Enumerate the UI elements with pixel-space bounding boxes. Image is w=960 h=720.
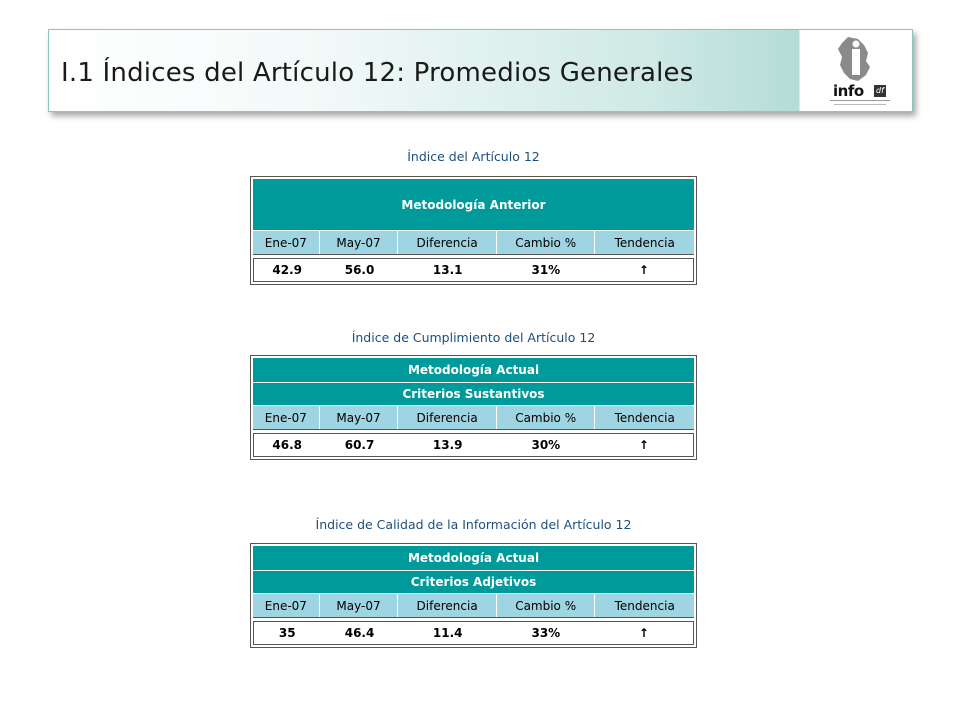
col-tendencia: Tendencia: [614, 235, 675, 250]
map-logo-icon: [828, 35, 884, 85]
column-header-row: [253, 231, 694, 255]
value-diferencia: 11.4: [432, 626, 463, 640]
col-ene-07: Ene-07: [253, 231, 320, 254]
methodology-header: Metodología Anterior: [253, 179, 694, 231]
value-ene-07: 42.9: [272, 263, 302, 277]
col-cambio: Cambio %: [497, 406, 596, 429]
col-tendencia: Tendencia: [614, 410, 675, 425]
col-may-07: May-07: [320, 594, 399, 617]
col-cambio: Cambio %: [497, 594, 596, 617]
table-2: [250, 355, 697, 460]
col-diferencia: Diferencia: [398, 406, 497, 429]
logo-subline: [830, 100, 890, 101]
criteria-header: Criterios Adjetivos: [253, 571, 694, 594]
logo-subline: [834, 104, 886, 105]
col-tendencia: Tendencia: [614, 598, 675, 613]
methodology-header: Metodología Actual: [253, 546, 694, 571]
column-header-row: [253, 594, 694, 618]
logo-badge: df: [874, 85, 886, 97]
slide-title: I.1 Índices del Artículo 12: Promedios Generales: [61, 58, 694, 88]
value-ene-07: 46.8: [272, 438, 302, 452]
value-may-07: 56.0: [344, 263, 375, 277]
criteria-header: Criterios Sustantivos: [253, 383, 694, 406]
table-3-caption: Índice de Calidad de la Información del Artículo 12: [315, 517, 632, 532]
table-row: [253, 258, 694, 282]
value-cambio: 30%: [531, 438, 561, 452]
value-may-07: 46.4: [344, 626, 375, 640]
col-may-07: May-07: [320, 231, 399, 254]
value-cambio: 33%: [531, 626, 561, 640]
table-1: [250, 176, 697, 285]
table-1-caption: Índice del Artículo 12: [407, 149, 540, 164]
col-ene-07: Ene-07: [253, 406, 320, 429]
table-3: [250, 543, 697, 648]
table-row: [253, 621, 694, 645]
trend-up-icon: ↑: [638, 263, 649, 277]
trend-up-icon: ↑: [638, 438, 649, 452]
value-may-07: 60.7: [344, 438, 375, 452]
col-ene-07: Ene-07: [253, 594, 320, 617]
trend-up-icon: ↑: [638, 626, 649, 640]
column-header-row: [253, 406, 694, 430]
value-diferencia: 13.1: [432, 263, 463, 277]
value-ene-07: 35: [278, 626, 296, 640]
title-bar: [48, 29, 913, 112]
methodology-header: Metodología Actual: [253, 358, 694, 383]
table-2-caption: Índice de Cumplimiento del Artículo 12: [351, 330, 596, 345]
col-diferencia: Diferencia: [398, 594, 497, 617]
logo-word: info: [833, 82, 864, 100]
value-cambio: 31%: [531, 263, 561, 277]
value-diferencia: 13.9: [432, 438, 463, 452]
col-may-07: May-07: [320, 406, 399, 429]
col-diferencia: Diferencia: [398, 231, 497, 254]
table-row: [253, 433, 694, 457]
col-cambio: Cambio %: [497, 231, 596, 254]
infodf-logo: [799, 30, 912, 111]
